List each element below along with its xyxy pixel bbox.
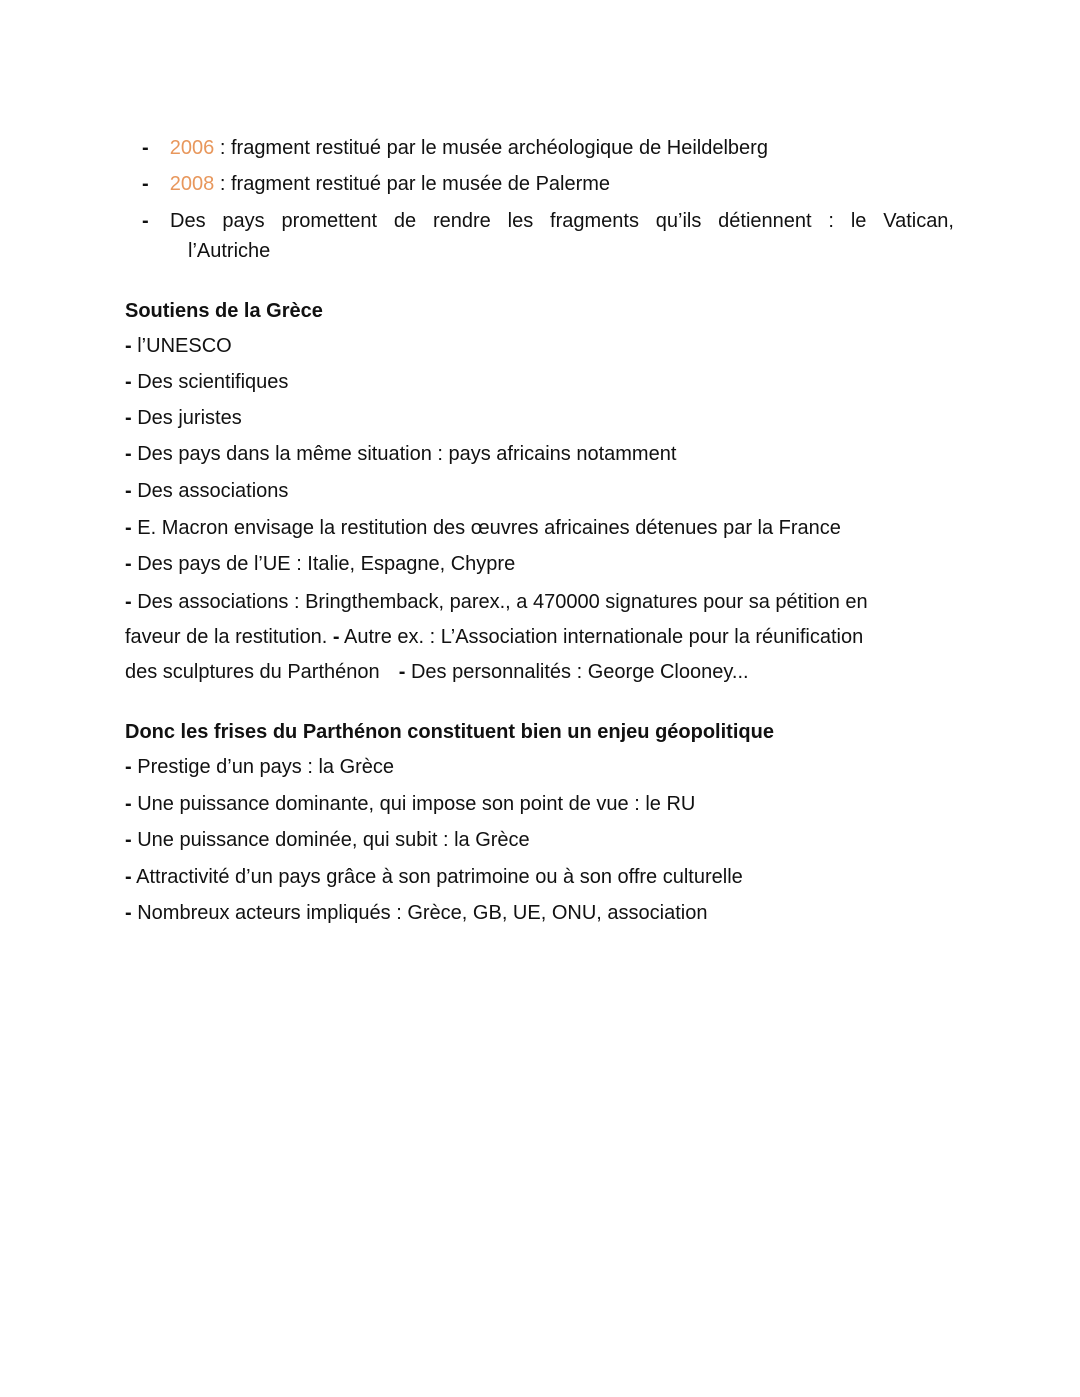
bullet-dash: - (125, 866, 132, 888)
restitution-text: : fragment restitué par le musée archéologique de Heildelberg (219, 137, 768, 159)
conclusion-item (125, 899, 707, 927)
promise-item-dash (142, 207, 149, 235)
supports-item (125, 514, 841, 542)
bullet-dash: - (142, 210, 149, 232)
supports-item-text: Des scientifiques (137, 371, 289, 393)
bullet-dash: - (125, 443, 132, 465)
bullet-dash: - (142, 137, 149, 159)
bullet-dash: - (125, 793, 132, 815)
bullet-dash: - (398, 661, 406, 683)
conclusion-item-text: Une puissance dominante, qui impose son point de vue : le RU (137, 793, 696, 815)
supports-item-text: Des pays de l’UE : Italie, Espagne, Chypre (137, 553, 516, 575)
conclusion-item (125, 826, 530, 854)
supports-item (125, 332, 232, 360)
bullet-dash: - (125, 553, 132, 575)
bullet-dash: - (125, 407, 132, 429)
supports-item (125, 440, 676, 468)
supports-paragraph-line-3 (125, 658, 749, 686)
supports-item-text: Des pays dans la même situation : pays africains notamment (137, 443, 677, 465)
supports-item-text: Des associations (137, 480, 289, 502)
bullet-dash: - (125, 480, 132, 502)
conclusion-item (125, 753, 394, 781)
supports-item-text: E. Macron envisage la restitution des œuvres africaines détenues par la France (137, 517, 841, 539)
conclusion-item (125, 863, 743, 891)
promise-line-1: Des pays promettent de rendre les fragments qu’ils détiennent : le Vatican, (170, 210, 954, 232)
bullet-dash: - (125, 591, 132, 613)
supports-paragraph-line-2 (125, 623, 863, 651)
paragraph-text: faveur de la restitution. (125, 626, 328, 648)
supports-heading: Soutiens de la Grèce (125, 300, 323, 322)
conclusion-item-text: Attractivité d’un pays grâce à son patrimoine ou à son offre culturelle (136, 866, 743, 888)
supports-item-text: l’UNESCO (137, 335, 232, 357)
paragraph-text: des sculptures du Parthénon (125, 661, 380, 683)
bullet-dash: - (332, 626, 340, 648)
restitution-text: : fragment restitué par le musée de Palerme (219, 173, 611, 195)
bullet-dash: - (125, 335, 132, 357)
paragraph-text: Des personnalités : George Clooney... (410, 661, 749, 683)
supports-item (125, 477, 288, 505)
restitution-item-2006 (142, 134, 768, 162)
paragraph-text: Autre ex. : L’Association internationale pour la réunification (344, 626, 864, 648)
bullet-dash: - (125, 371, 132, 393)
year-label: 2008 (169, 173, 215, 195)
bullet-dash: - (142, 173, 149, 195)
year-label: 2006 (169, 137, 215, 159)
bullet-dash: - (125, 517, 132, 539)
promise-line-2: l’Autriche (188, 240, 271, 262)
paragraph-text: Des associations : Bringthemback, parex., a 470000 signatures pour sa pétition en (137, 591, 868, 613)
conclusion-item-text: Nombreux acteurs impliqués : Grèce, GB, UE, ONU, association (137, 902, 708, 924)
supports-item (125, 550, 515, 578)
conclusion-heading: Donc les frises du Parthénon constituent bien un enjeu géopolitique (125, 721, 774, 743)
supports-item-text: Des juristes (137, 407, 242, 429)
conclusion-item (125, 790, 695, 818)
supports-item (125, 368, 288, 396)
bullet-dash: - (125, 829, 132, 851)
supports-item (125, 404, 242, 432)
supports-paragraph-line-1 (125, 588, 868, 616)
bullet-dash: - (125, 902, 132, 924)
conclusion-item-text: Prestige d’un pays : la Grèce (137, 756, 395, 778)
bullet-dash: - (125, 756, 132, 778)
restitution-item-2008 (142, 170, 610, 198)
conclusion-item-text: Une puissance dominée, qui subit : la Grèce (137, 829, 530, 851)
